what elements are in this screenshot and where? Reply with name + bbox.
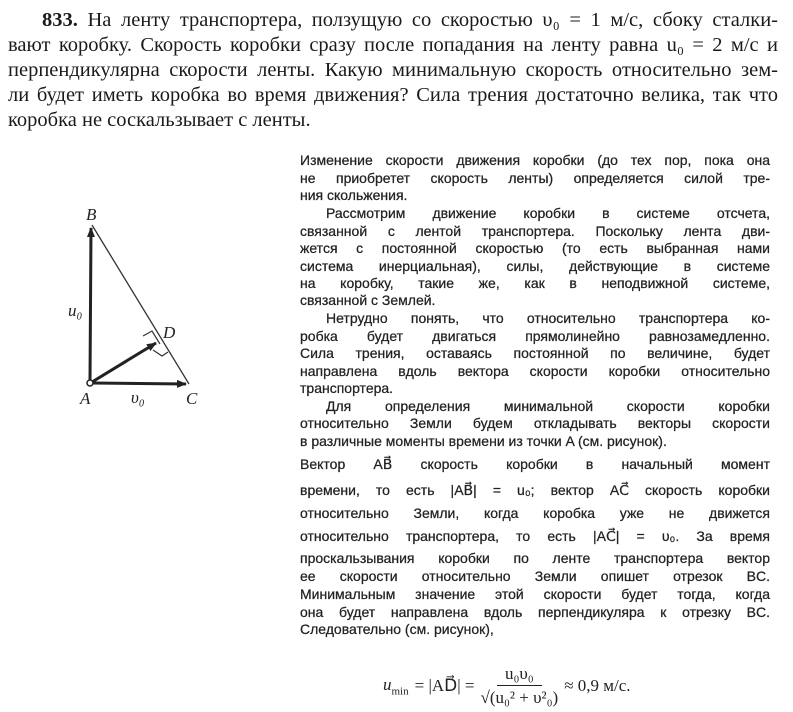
solution-line: Следовательно (см. рисунок), (300, 621, 494, 637)
solution-line: система инерциальная), силы, действующие в системе (300, 258, 770, 274)
solution-line: робка будет двигаться прямолинейно равнозамедленно. (300, 328, 770, 344)
problem-line: ли будет иметь коробка во время движения? Сила трения достаточно велика, так что (8, 84, 778, 106)
solution-line: Изменение скорости движения коробки (до тех пор, пока она (300, 152, 770, 168)
label-u0: u₀ (68, 301, 83, 320)
segment-bc (92, 225, 189, 384)
problem-line: 833. На ленту транспортера, ползущую со скоростью υ₀ = 1 м/с, сбоку сталки- (42, 9, 778, 31)
solution-line: относительно Земли, когда коробка уже не движется (300, 505, 770, 521)
point-a (87, 380, 93, 386)
solution-line: Минимальным значение этой скорости будет тогда, когда (300, 586, 770, 602)
solution-line: направлена вдоль вектора скорости коробки относительно (300, 363, 770, 379)
vector-ac (92, 383, 186, 384)
label-d: D (163, 323, 176, 342)
solution-line: транспортера. (300, 380, 394, 396)
problem-line: перпендикулярна скорости ленты. Какую минимальную скорость относительно зем- (8, 59, 778, 81)
solution-line: Рассмотрим движение коробки в системе отсчета, (326, 205, 770, 221)
problem-line: коробка не соскальзывает с ленты. (8, 109, 311, 131)
formula (383, 664, 631, 708)
label-a: A (80, 389, 91, 408)
problem-line: вают коробку. Скорость коробки сразу после попадания на ленту равна u₀ = 2 м/с и (8, 34, 778, 56)
solution-line: относительно транспортера, то есть |AC⃗| = υ₀. За время (300, 528, 770, 544)
solution-line: относительно Земли будем откладывать векторы скорости (300, 415, 770, 431)
solution-line: связанной с Землей. (300, 292, 436, 308)
problem-number: 833. (42, 9, 78, 31)
label-b: B (86, 205, 97, 224)
solution-line: ее скорости относительно Земли опишет отрезок BC. (300, 568, 770, 584)
solution-line: проскальзывания коробки по ленте транспортера вектор (300, 550, 770, 566)
formula-lhs: $u_{min}$ (383, 674, 409, 698)
formula-abs-ad: = |AD⃗| = (414, 676, 475, 695)
vector-ab (90, 228, 91, 382)
label-v0: υ₀ (131, 388, 145, 407)
formula-fraction (480, 664, 558, 708)
solution-line: не приобретет скорость ленты) определяется силой тре- (300, 170, 770, 186)
solution-line: в различные моменты времени из точки A (см. рисунок). (300, 433, 667, 449)
solution-line: Вектор AB⃗ скорость коробки в начальный момент (300, 456, 770, 472)
formula-numerator: u₀υ₀ (497, 664, 542, 686)
formula-result: ≈ 0,9 м/с. (564, 676, 631, 695)
solution-line: связанной с лентой транспортера. Поскольку лента дви- (300, 223, 770, 239)
solution-line: ния скольжения. (300, 187, 408, 203)
solution-line: жется с постоянной скоростью (то есть выбранная нами (300, 240, 770, 256)
formula-denominator: √(u₀² + υ²₀) (480, 688, 559, 707)
solution-line: Нетрудно понять, что относительно транспортера ко- (326, 310, 770, 326)
solution-line: на коробку, такие же, как в неподвижной системе, (300, 275, 770, 291)
solution-line: Для определения минимальной скорости коробки (326, 398, 770, 414)
vector-ad (92, 343, 156, 382)
solution-line: она будет направлена вдоль перпендикуляра к отрезку BC. (300, 604, 770, 620)
solution-line: Сила трения, оставаясь постоянной по величине, будет (300, 345, 770, 361)
label-c: C (186, 389, 198, 408)
solution-line: времени, то есть |AB⃗| = u₀; вектор AC⃗ скорость коробки (300, 482, 770, 498)
